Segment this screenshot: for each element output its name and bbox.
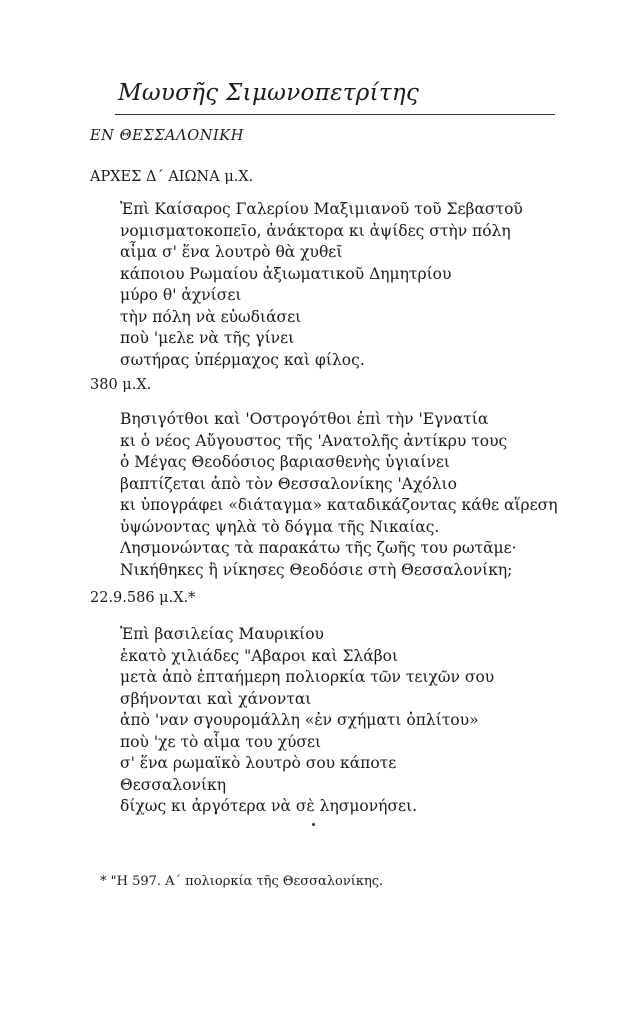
verse-line: ἀπὸ 'ναν σγουρομάλλη «ἐν σχήματι ὁπλίτου» — [120, 711, 479, 729]
section-label-1: ΑΡΧΕΣ Δ΄ ΑΙΩΝΑ μ.Χ. — [90, 169, 254, 185]
verse-line: ποὺ 'μελε νὰ τῆς γίνει — [120, 329, 295, 347]
running-header-author: Μωυσῆς Σιμωνοπετρίτης — [118, 80, 420, 106]
verse-line: ὑψώνοντας ψηλὰ τὸ δόγμα τῆς Νικαίας. — [120, 517, 440, 536]
verse-line: σ' ἕνα ρωμαϊκὸ λουτρὸ σου κάποτε — [120, 754, 397, 772]
verse-line: ποὺ 'χε τὸ αἷμα του χύσει — [120, 732, 322, 751]
footnote: * "Η 597. Α΄ πολιορκία τῆς Θεσσαλονίκης. — [100, 874, 384, 889]
verse-line: ἑκατὸ χιλιάδες "Αβαροι καὶ Σλάβοι — [120, 646, 399, 665]
stanza-3 — [120, 624, 560, 818]
poem-title: ΕΝ ΘΕΣΣΑΛΟΝΙΚΗ — [90, 128, 244, 144]
header-rule — [115, 114, 555, 115]
verse-line: σωτήρας ὑπέρμαχος καὶ φίλος. — [120, 350, 365, 369]
verse-line: Ἐπὶ Καίσαρος Γαλερίου Μαξιμιανοῦ τοῦ Σεβαστοῦ — [120, 200, 523, 218]
verse-line: Λησμονώντας τὰ παρακάτω τῆς ζωῆς του ρωτᾶμε· — [120, 539, 517, 557]
verse-line: Θεσσαλονίκη — [120, 775, 226, 794]
verse-line: σβήνονται καὶ χάνονται — [120, 689, 312, 708]
verse-line: βαπτίζεται ἀπὸ τὸν Θεσσαλονίκης 'Αχόλιο — [120, 474, 457, 493]
verse-line: κάποιου Ρωμαίου ἀξιωματικοῦ Δημητρίου — [120, 264, 452, 283]
verse-line: μύρο θ' ἀχνίσει — [120, 286, 242, 304]
ornament-dot — [312, 823, 315, 826]
verse-line: κι ὁ νέος Αὔγουστος τῆς 'Ανατολῆς ἀντίκρυ τους — [120, 431, 508, 450]
verse-line: αἷμα σ' ἕνα λουτρὸ θὰ χυθεῖ — [120, 243, 343, 261]
verse-line: νομισματοκοπεῖο, ἀνάκτορα κι ἀψίδες στὴν πόλη — [120, 221, 511, 240]
verse-line: δίχως κι ἀργότερα νὰ σὲ λησμονήσει. — [120, 797, 418, 815]
stanza-1 — [120, 199, 560, 371]
verse-line: Βησιγότθοι καὶ 'Οστρογότθοι ἐπὶ τὴν 'Εγνατία — [120, 410, 489, 428]
verse-line: τὴν πόλη νὰ εὐωδιάσει — [120, 307, 302, 326]
verse-line: μετὰ ἀπὸ ἑπταήμερη πολιορκία τῶν τειχῶν σου — [120, 668, 495, 686]
verse-line: κι ὑπογράφει «διάταγμα» καταδικάζοντας κάθε αἵρεση — [120, 496, 558, 514]
verse-line: Ἐπὶ βασιλείας Μαυρικίου — [120, 625, 324, 643]
section-label-3: 22.9.586 μ.Χ.* — [90, 590, 196, 606]
section-label-2: 380 μ.Χ. — [90, 377, 152, 393]
stanza-2 — [120, 409, 560, 581]
verse-line: Νικήθηκες ἢ νίκησες Θεοδόσιε στὴ Θεσσαλονίκη; — [120, 560, 513, 579]
verse-line: ὁ Μέγας Θεοδόσιος βαριασθενὴς ὑγιαίνει — [120, 453, 451, 471]
